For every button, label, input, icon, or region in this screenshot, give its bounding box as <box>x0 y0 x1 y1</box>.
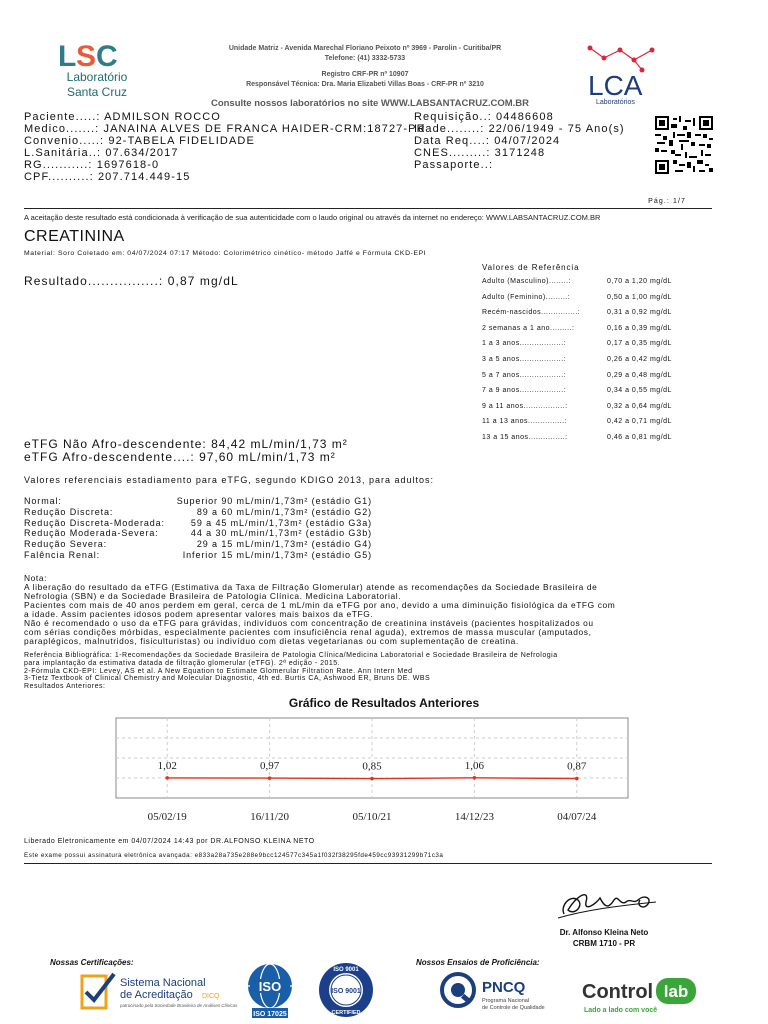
nota-line: Não é recomendado o uso da eTFG para grávidas, indivíduos com concentração de creatinina instáveis (pacientes hospitalizados ou <box>24 618 594 628</box>
page-number: Pág.: 1/7 <box>648 198 686 205</box>
proficiency-label: Nossos Ensaios de Proficiência: <box>416 958 540 967</box>
ref-value: 0,50 a 1,00 mg/dL <box>607 293 672 301</box>
svg-text:ISO: ISO <box>258 979 282 994</box>
chart-x-tick-label: 16/11/20 <box>250 811 289 823</box>
ref-value: 0,29 a 0,48 mg/dL <box>607 371 672 379</box>
chart-title: Gráfico de Resultados Anteriores <box>288 696 480 710</box>
svg-text:lab: lab <box>663 982 689 1001</box>
nota-line: Nefrologia (SBN) e da Sociedade Brasileira de Patologia Clínica. Medicina Laboratorial. <box>24 591 402 601</box>
bib-line: 2-Fórmula CKD-EPI: Levey, AS et al. A New Equation to Estimate Glomerular Filtration Rate. Ann Intern Med <box>24 667 413 675</box>
svg-text:C: C <box>96 40 116 73</box>
exam-title: CREATININA <box>24 228 125 245</box>
svg-text:ISO 9001: ISO 9001 <box>333 967 359 973</box>
chart-point <box>370 777 374 781</box>
kdigo-label: Redução Moderada-Severa: <box>24 528 159 539</box>
kdigo-value: Inferior 15 mL/min/1,73m² (estádio G5) <box>182 550 372 560</box>
lab-name-line2: Santa Cruz <box>66 85 128 99</box>
cpf: CPF..........: 207.714.449-15 <box>24 171 191 183</box>
ref-label: 5 a 7 anos..................: <box>482 371 567 379</box>
svg-text:Programa Nacional: Programa Nacional <box>482 998 530 1004</box>
chart-x-tick-label: 05/10/21 <box>352 811 392 823</box>
chart-point <box>268 776 272 780</box>
kdigo-text: Valores referenciais estadiamento para eTFG, segundo KDIGO 2013, para adultos: <box>24 475 435 485</box>
chart-data-label: 1,06 <box>464 759 485 772</box>
ref-label: 13 a 15 anos...............: <box>482 434 568 441</box>
chart-x-tick-label: 14/12/23 <box>454 811 494 823</box>
nota-line: Pacientes com mais de 40 anos perdem em geral, cerca de 1 mL/min da eTFG por ano, devido a uma diminuição fisiológica da eTFG com <box>24 600 616 610</box>
ref-values-title: Valores de Referência <box>482 263 580 272</box>
exam-result: Resultado................: 0,87 mg/dL <box>24 274 239 288</box>
convenio: Convenio.....: 92-TABELA FIDELIDADE <box>24 135 255 147</box>
chart-data-label: 0,97 <box>259 760 280 773</box>
nota-title: Nota: <box>24 573 48 583</box>
svg-text:DICQ: DICQ <box>202 993 220 1000</box>
signature-block <box>548 927 660 949</box>
svg-text:Sistema Nacional: Sistema Nacional <box>120 977 206 989</box>
kdigo-label: Normal: <box>24 496 62 506</box>
kdigo-value: Superior 90 mL/min/1,73m² (estádio G1) <box>176 496 372 506</box>
kdigo-value: 29 a 15 mL/min/1,73m² (estádio G4) <box>196 539 372 550</box>
chart-point <box>473 776 477 780</box>
ref-label: 2 semanas a 1 ano.........: <box>482 324 575 332</box>
kdigo-value: 89 a 60 mL/min/1,73m² (estádio G2) <box>196 506 372 517</box>
nota-line: A liberação do resultado da eTFG (Estimativa da Taxa de Filtração Glomerular) atende as recomendações da Sociedade Brasileira de <box>24 582 598 592</box>
disclaimer: A aceitação deste resultado está condicionada à verificação de sua autenticidade com o laudo original ou através da internet no endereço: WWW.LABSANTACRUZ.COM.BR <box>24 213 601 222</box>
previous-results-label: Resultados Anteriores: <box>24 683 106 691</box>
kdigo-label: Redução Discreta: <box>24 506 114 517</box>
signer-crm: CRBM 1710 - PR <box>572 939 636 948</box>
ref-label: Recém-nascidos...............: <box>482 309 581 317</box>
ref-value: 0,42 a 0,71 mg/dL <box>607 418 672 426</box>
svg-text:CERTIFIED: CERTIFIED <box>331 1010 361 1016</box>
address: Unidade Matriz - Avenida Marechal Floriano Peixoto nº 3969 - Parolin - Curitiba/PR <box>228 45 502 52</box>
etfg-nao-afro: eTFG Não Afro-descendente: 84,42 mL/min/1,73 m² <box>24 437 348 451</box>
svg-text:S: S <box>76 40 95 73</box>
svg-text:Laboratórios: Laboratórios <box>596 99 635 106</box>
kdigo-label: Redução Discreta-Moderada: <box>24 517 165 528</box>
ref-label: Adulto (Masculino)........: <box>482 278 571 285</box>
qr-code <box>655 116 713 174</box>
ref-label: 1 a 3 anos..................: <box>482 340 567 348</box>
ref-value: 0,34 a 0,55 mg/dL <box>607 387 672 395</box>
divider-bottom <box>24 863 712 864</box>
chart-point <box>575 777 579 781</box>
registry: Registro CRF-PR nº 10907 <box>321 71 409 78</box>
bib-line: Referência Bibliográfica: 1-Recomendações da Sociedade Brasileira de Patologia Clínica/Medicina Laboratorial e Sociedade Brasileira de Nefrologia <box>24 652 558 659</box>
patient-info-right <box>414 111 625 171</box>
svg-text:ISO 9001: ISO 9001 <box>331 988 361 995</box>
svg-text:de Controle de Qualidade: de Controle de Qualidade <box>482 1005 545 1011</box>
previous-results-chart <box>0 712 768 828</box>
nota-block <box>24 574 724 646</box>
svg-text:de Acreditação: de Acreditação <box>120 989 193 1001</box>
licenca-sanitaria: L.Sanitária..: 07.634/2017 <box>24 147 179 159</box>
chart-data-label: 1,02 <box>157 759 177 772</box>
chart-data-label: 0,87 <box>567 760 587 773</box>
requisicao: Requisição..: 04486608 <box>414 111 554 123</box>
idade: Idade........: 22/06/1949 - 75 Ano(s) <box>414 123 625 135</box>
kdigo-label: Falência Renal: <box>24 550 101 560</box>
svg-text:LCA: LCA <box>588 70 643 101</box>
bib-line: para implantação da estimativa datada de filtração glomerular (eTFG). 2ª edição - 2015. <box>24 659 341 667</box>
nota-line: com sérias condições mórbidas, especialmente pacientes com insuficiência renal aguda), extremos de massa muscular (amputados, <box>24 627 592 637</box>
certifications-label: Nossas Certificações: <box>50 958 134 967</box>
chart-x-tick-label: 04/07/24 <box>557 811 597 823</box>
nota-line: a idade. Assim pacientes idosos podem apresentar valores mais baixos da eTFG. <box>24 609 374 619</box>
consult-site: Consulte nossos laboratórios no site WWW.LABSANTACRUZ.COM.BR <box>210 98 530 109</box>
assinatura-eletronica: Este exame possui assinatura eletrônica avançada: e833a28a735e288e9bcc124577c345a1f032f38295fde459cc93931299b71c3a <box>24 852 444 859</box>
tech-resp: Responsável Técnica: Dra. Maria Elizabeti Villas Boas - CRF-PR nº 3210 <box>246 80 484 88</box>
phone: Telefone: (41) 3332-5733 <box>324 54 406 62</box>
signature-scribble <box>556 876 666 926</box>
svg-text:ISO 17025: ISO 17025 <box>253 1011 287 1018</box>
pncq-logo <box>440 970 570 1014</box>
exam-material: Material: Soro Coletado em: 04/07/2024 07:17 Método: Colorimétrico cinético- método Jaffé e Fórmula CKD-EPI <box>24 250 427 257</box>
ref-value: 0,46 a 0,81 mg/dL <box>607 434 672 441</box>
ref-value: 0,16 a 0,39 mg/dL <box>607 324 672 332</box>
data-req: Data Req....: 04/07/2024 <box>414 135 561 147</box>
ref-value: 0,32 a 0,64 mg/dL <box>607 402 672 410</box>
medico: Medico.......: JANAINA ALVES DE FRANCA HAIDER-CRM:18727-PR <box>24 123 426 135</box>
kdigo-label: Redução Severa: <box>24 539 108 550</box>
etfg-afro: eTFG Afro-descendente....: 97,60 mL/min/1,73 m² <box>24 450 336 464</box>
cnes: CNES.........: 3171248 <box>414 147 546 159</box>
passaporte: Passaporte..: <box>414 159 494 171</box>
bibliography <box>24 652 724 691</box>
ref-value: 0,26 a 0,42 mg/dL <box>607 356 672 363</box>
header-info <box>160 44 570 89</box>
dicq-logo <box>78 968 238 1016</box>
ref-label: 9 a 11 anos.................: <box>482 402 568 410</box>
paciente: Paciente.....: ADMILSON ROCCO <box>24 111 221 123</box>
rg: RG...........: 1697618-0 <box>24 159 160 171</box>
lab-name-line1: Laboratório <box>66 70 128 84</box>
ref-label: Adulto (Feminino).........: <box>482 293 571 301</box>
ref-label: 7 a 9 anos..................: <box>482 387 567 395</box>
ref-label: 3 a 5 anos..................: <box>482 356 567 363</box>
controllab-logo <box>580 970 700 1016</box>
svg-text:patrocinado pela Sociedade Bra: patrocinado pela Sociedade Brasileira de Análises Clínicas <box>120 1003 238 1008</box>
ref-label: 11 a 13 anos...............: <box>482 418 568 426</box>
lca-logo <box>582 40 662 106</box>
signer-name: Dr. Alfonso Kleina Neto <box>559 928 649 937</box>
liberado: Liberado Eletronicamente em 04/07/2024 14:43 por DR.ALFONSO KLEINA NETO <box>24 838 315 845</box>
chart-point <box>165 776 169 780</box>
bib-line: 3-Tietz Textbook of Clinical Chemistry and Molecular Diagnostic, 4th ed. Burtis CA, Ashwood ER, Bruns DE. WBS <box>24 675 431 683</box>
svg-text:L: L <box>58 40 75 73</box>
svg-text:Control: Control <box>582 981 654 1003</box>
kdigo-value: 59 a 45 mL/min/1,73m² (estádio G3a) <box>190 517 372 528</box>
chart-data-label: 0,85 <box>362 760 382 773</box>
lsc-name <box>52 70 142 100</box>
svg-text:PNCQ: PNCQ <box>482 979 526 996</box>
ref-value: 0,31 a 0,92 mg/dL <box>607 309 672 317</box>
ref-value: 0,70 a 1,20 mg/dL <box>607 278 672 285</box>
divider-top <box>24 208 712 209</box>
ref-value: 0,17 a 0,35 mg/dL <box>607 340 672 348</box>
nota-line: paraplégicos, malnutridos, fisiculturistas) ou indivíduo com dietas vegetarianas ou com suplementação de creatina. <box>24 636 519 646</box>
patient-info-left <box>24 111 426 183</box>
svg-text:Lado a lado com você: Lado a lado com você <box>584 1007 658 1014</box>
iso-17025-logo <box>244 962 296 1018</box>
chart-x-tick-label: 05/02/19 <box>147 811 187 823</box>
kdigo-value: 44 a 30 mL/min/1,73m² (estádio G3b) <box>190 528 372 539</box>
iso-9001-logo <box>318 962 374 1018</box>
